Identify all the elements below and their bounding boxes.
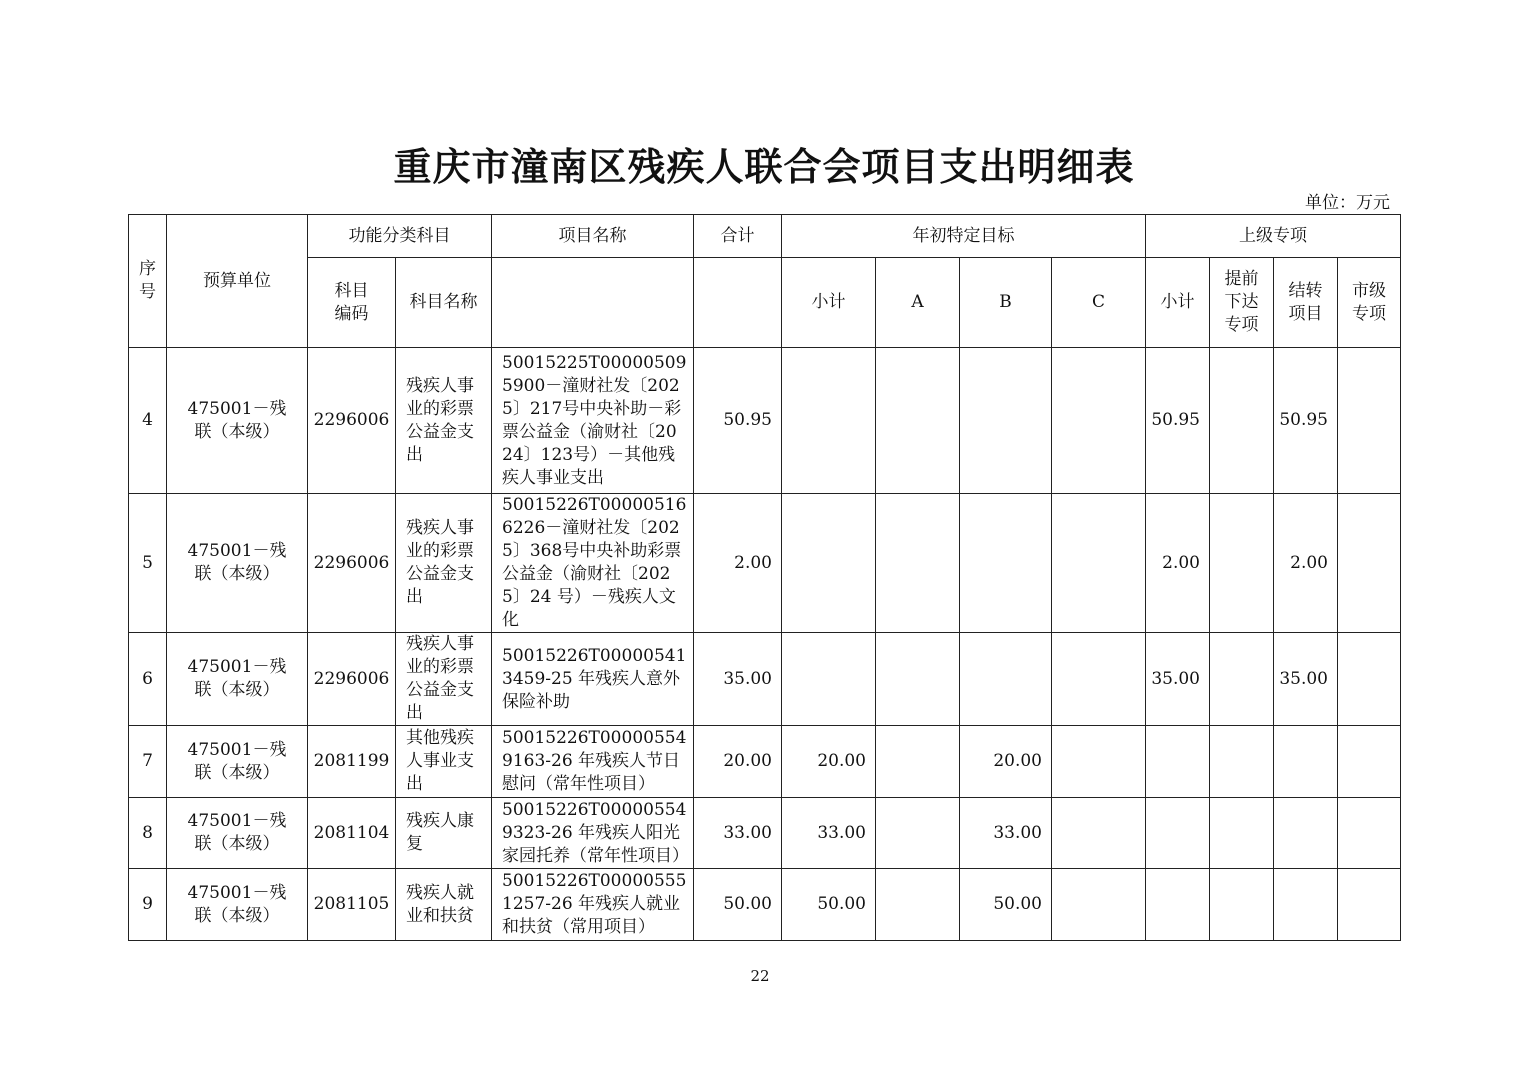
- row-target-subtotal: [782, 348, 876, 494]
- header-initial-target: 年初特定目标: [782, 215, 1146, 258]
- table-row: [129, 494, 1401, 633]
- row-budget-unit: 475001－残联（本级）: [167, 633, 308, 726]
- row-city-special: [1338, 348, 1401, 494]
- header-upper-subtotal: 小计: [1146, 258, 1210, 348]
- header-target-c: C: [1052, 258, 1146, 348]
- row-target-b: [960, 633, 1052, 726]
- row-subject-code: 2296006: [308, 633, 396, 726]
- page-number: 22: [750, 967, 770, 985]
- row-subject-code: 2296006: [308, 494, 396, 633]
- row-seq: 9: [129, 869, 167, 941]
- row-budget-unit: 475001－残联（本级）: [167, 348, 308, 494]
- table-row: [129, 798, 1401, 869]
- row-carryover: 35.00: [1274, 633, 1338, 726]
- row-total: 2.00: [694, 494, 782, 633]
- row-total: 20.00: [694, 726, 782, 798]
- header-upper-special: 上级专项: [1146, 215, 1401, 258]
- row-advance-special: [1210, 348, 1274, 494]
- table-header: [129, 215, 1401, 348]
- header-carryover: 结转项目: [1274, 258, 1338, 348]
- row-seq: 7: [129, 726, 167, 798]
- row-subject-name: 残疾人事业的彩票公益金支出: [396, 348, 492, 494]
- row-target-c: [1052, 869, 1146, 941]
- row-target-subtotal: [782, 633, 876, 726]
- row-seq: 6: [129, 633, 167, 726]
- header-function-class: 功能分类科目: [308, 215, 492, 258]
- row-target-subtotal: 50.00: [782, 869, 876, 941]
- row-project-name: 50015226T000005166226－潼财社发〔2025〕368号中央补助彩票公益金（渝财社〔2025〕24 号）－残疾人文化: [492, 494, 694, 633]
- row-budget-unit: 475001－残联（本级）: [167, 494, 308, 633]
- row-total: 50.95: [694, 348, 782, 494]
- row-subject-name: 残疾人事业的彩票公益金支出: [396, 633, 492, 726]
- row-target-b: 33.00: [960, 798, 1052, 869]
- header-target-b: B: [960, 258, 1052, 348]
- row-city-special: [1338, 726, 1401, 798]
- header-project-name: 项目名称: [492, 215, 694, 258]
- row-advance-special: [1210, 494, 1274, 633]
- row-project-name: 50015226T000005549323-26 年残疾人阳光家园托养（常年性项目）: [492, 798, 694, 869]
- row-city-special: [1338, 494, 1401, 633]
- row-project-name: 50015225T000005095900－潼财社发〔2025〕217号中央补助－彩票公益金（渝财社〔2024〕123号）－其他残疾人事业支出: [492, 348, 694, 494]
- row-advance-special: [1210, 798, 1274, 869]
- table-body: [129, 348, 1401, 941]
- row-upper-subtotal: [1146, 798, 1210, 869]
- row-subject-code: 2081105: [308, 869, 396, 941]
- row-budget-unit: 475001－残联（本级）: [167, 798, 308, 869]
- row-upper-subtotal: [1146, 869, 1210, 941]
- header-city-special: 市级专项: [1338, 258, 1401, 348]
- header-advance-special: 提前下达专项: [1210, 258, 1274, 348]
- header-target-a: A: [876, 258, 960, 348]
- row-target-a: [876, 494, 960, 633]
- row-project-name: 50015226T000005551257-26 年残疾人就业和扶贫（常用项目）: [492, 869, 694, 941]
- header-project-name-blank: [492, 258, 694, 348]
- unit-label: 单位：万元: [1305, 193, 1390, 213]
- row-budget-unit: 475001－残联（本级）: [167, 869, 308, 941]
- row-target-b: 20.00: [960, 726, 1052, 798]
- row-city-special: [1338, 633, 1401, 726]
- row-project-name: 50015226T000005549163-26 年残疾人节日慰问（常年性项目）: [492, 726, 694, 798]
- table-row: [129, 348, 1401, 494]
- row-advance-special: [1210, 726, 1274, 798]
- header-seq: 序号: [129, 215, 167, 348]
- row-subject-code: 2081199: [308, 726, 396, 798]
- row-carryover: [1274, 869, 1338, 941]
- header-total: 合计: [694, 215, 782, 258]
- header-subject-code: 科目编码: [308, 258, 396, 348]
- project-expenditure-table: [128, 214, 1401, 941]
- row-target-c: [1052, 798, 1146, 869]
- page-title: 重庆市潼南区残疾人联合会项目支出明细表: [393, 144, 1135, 189]
- header-subject-name: 科目名称: [396, 258, 492, 348]
- row-carryover: [1274, 726, 1338, 798]
- row-upper-subtotal: 2.00: [1146, 494, 1210, 633]
- row-target-a: [876, 726, 960, 798]
- row-project-name: 50015226T000005413459-25 年残疾人意外保险补助: [492, 633, 694, 726]
- row-upper-subtotal: 35.00: [1146, 633, 1210, 726]
- row-target-a: [876, 348, 960, 494]
- row-carryover: 50.95: [1274, 348, 1338, 494]
- row-upper-subtotal: [1146, 726, 1210, 798]
- row-total: 35.00: [694, 633, 782, 726]
- row-target-c: [1052, 348, 1146, 494]
- row-seq: 5: [129, 494, 167, 633]
- row-target-a: [876, 798, 960, 869]
- row-target-b: [960, 494, 1052, 633]
- header-target-subtotal: 小计: [782, 258, 876, 348]
- row-target-c: [1052, 633, 1146, 726]
- row-total: 50.00: [694, 869, 782, 941]
- row-subject-name: 其他残疾人事业支出: [396, 726, 492, 798]
- row-target-c: [1052, 726, 1146, 798]
- row-target-subtotal: 20.00: [782, 726, 876, 798]
- row-advance-special: [1210, 633, 1274, 726]
- row-city-special: [1338, 869, 1401, 941]
- table-row: [129, 869, 1401, 941]
- row-budget-unit: 475001－残联（本级）: [167, 726, 308, 798]
- row-advance-special: [1210, 869, 1274, 941]
- row-target-subtotal: 33.00: [782, 798, 876, 869]
- row-carryover: 2.00: [1274, 494, 1338, 633]
- row-carryover: [1274, 798, 1338, 869]
- row-subject-name: 残疾人就业和扶贫: [396, 869, 492, 941]
- row-upper-subtotal: 50.95: [1146, 348, 1210, 494]
- header-budget-unit: 预算单位: [167, 215, 308, 348]
- row-target-b: 50.00: [960, 869, 1052, 941]
- table-row: [129, 726, 1401, 798]
- row-subject-name: 残疾人康复: [396, 798, 492, 869]
- row-total: 33.00: [694, 798, 782, 869]
- row-target-a: [876, 633, 960, 726]
- row-subject-code: 2296006: [308, 348, 396, 494]
- row-seq: 8: [129, 798, 167, 869]
- row-target-b: [960, 348, 1052, 494]
- row-target-c: [1052, 494, 1146, 633]
- row-target-subtotal: [782, 494, 876, 633]
- row-subject-code: 2081104: [308, 798, 396, 869]
- header-total-blank: [694, 258, 782, 348]
- row-seq: 4: [129, 348, 167, 494]
- row-target-a: [876, 869, 960, 941]
- table-row: [129, 633, 1401, 726]
- row-subject-name: 残疾人事业的彩票公益金支出: [396, 494, 492, 633]
- row-city-special: [1338, 798, 1401, 869]
